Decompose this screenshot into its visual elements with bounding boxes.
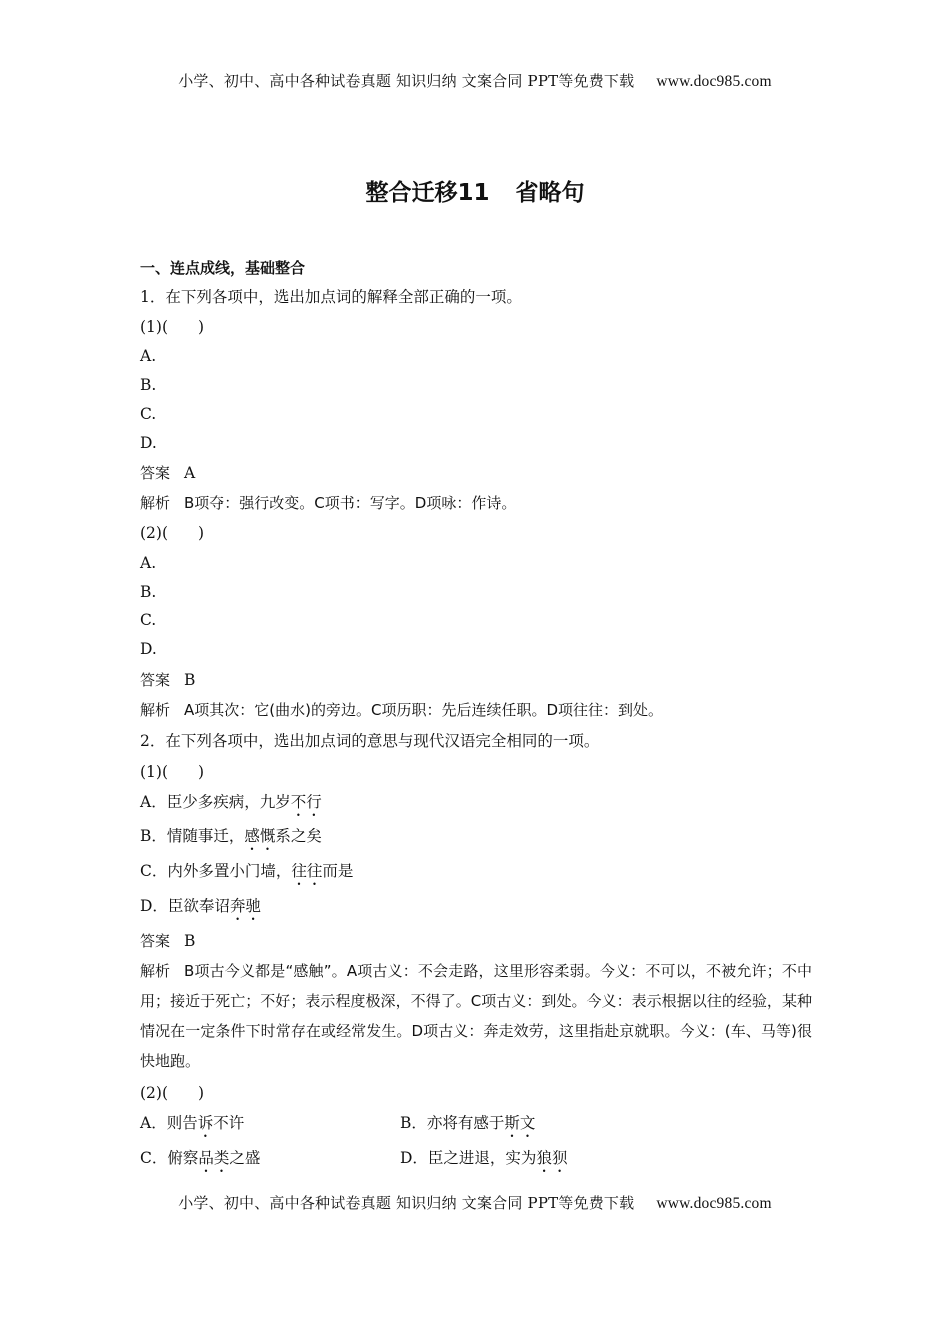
q1-p1-open: (1)( xyxy=(140,318,169,336)
question-2-stem: 2．在下列各项中，选出加点词的意思与现代汉语完全相同的一项。 xyxy=(140,732,600,750)
header-text: 小学、初中、高中各种试卷真题 知识归纳 文案合同 PPT等免费下载 xyxy=(178,72,635,90)
answer-value: A xyxy=(184,464,196,482)
section-heading: 一、连点成线，基础整合 xyxy=(140,259,306,277)
header-url[interactable]: www.doc985.com xyxy=(656,73,772,90)
q2-p2-open: (2)( xyxy=(140,1084,169,1102)
q1-part1-label xyxy=(140,317,204,337)
q2-p1-analysis xyxy=(140,956,812,1076)
q2-part1-label xyxy=(140,762,204,782)
analysis-text: A项其次：它(曲水)的旁边。C项历职：先后连续任职。D项往往：到处。 xyxy=(184,701,664,719)
answer-value: B xyxy=(184,932,196,950)
q2-p2-option-b: B．亦将有感于斯文 xyxy=(400,1114,536,1132)
analysis-text: B项古今义都是“感触”。A项古义：不会走路，这里形容柔弱。今义：不可以，不被允许；不中用；接近于死亡；不好；表示程度极深，不得了。C项古义：到处。今义：表示根据以往的经验，某种情况在一定条件下时常存在或经常发生。D项古义：奔走效劳，这里指赴京就职。今义：(车、马等)很快地跑。 xyxy=(140,962,812,1070)
answer-label: 答案 xyxy=(140,932,171,950)
page-footer xyxy=(0,1192,950,1213)
answer-value: B xyxy=(184,671,196,689)
analysis-text: B项夺：强行改变。C项书：写字。D项咏：作诗。 xyxy=(184,494,517,512)
q2-p2-option-a: A．则告诉不许 xyxy=(140,1114,245,1132)
emphasized-word: 感慨 xyxy=(244,827,276,845)
q2-p1-answer xyxy=(140,931,195,951)
q1-p2-analysis xyxy=(140,700,663,720)
q2-p1-option-a: A．臣少多疾病，九岁不行 xyxy=(140,793,322,811)
q1-p2-option-b: B. xyxy=(140,583,157,601)
question-1-stem: 1．在下列各项中，选出加点词的解释全部正确的一项。 xyxy=(140,288,522,306)
q2-p2-option-c: C．俯察品类之盛 xyxy=(140,1149,261,1167)
q1-p2-answer xyxy=(140,670,195,690)
q2-p2-option-d: D．臣之进退，实为狼狈 xyxy=(400,1149,568,1167)
q1-p2-option-c: C. xyxy=(140,611,157,629)
emphasized-word: 斯文 xyxy=(504,1114,536,1132)
footer-text: 小学、初中、高中各种试卷真题 知识归纳 文案合同 PPT等免费下载 xyxy=(178,1194,635,1212)
q1-p1-analysis xyxy=(140,493,516,513)
q1-p2-close: ) xyxy=(198,524,205,542)
q2-p1-close: ) xyxy=(198,763,205,781)
q2-part2-label xyxy=(140,1083,204,1103)
footer-url[interactable]: www.doc985.com xyxy=(656,1195,772,1212)
emphasized-word: 不行 xyxy=(290,793,322,811)
emphasized-word: 诉 xyxy=(197,1114,214,1132)
q1-p1-close: ) xyxy=(198,318,205,336)
q1-p1-option-d: D. xyxy=(140,434,157,452)
q1-p1-option-a: A. xyxy=(140,347,157,365)
q1-p2-option-d: D. xyxy=(140,640,157,658)
q2-p1-option-b: B．情随事迁，感慨系之矣 xyxy=(140,827,322,845)
q1-p1-answer xyxy=(140,463,195,483)
q1-p2-open: (2)( xyxy=(140,524,169,542)
q2-p1-open: (1)( xyxy=(140,763,169,781)
emphasized-word: 奔驰 xyxy=(229,897,261,915)
title-sub: 省略句 xyxy=(515,180,585,206)
answer-label: 答案 xyxy=(140,464,171,482)
page-header xyxy=(0,70,950,91)
q2-p2-close: ) xyxy=(198,1084,205,1102)
analysis-label: 解析 xyxy=(140,494,171,512)
answer-label: 答案 xyxy=(140,671,171,689)
q1-p2-option-a: A. xyxy=(140,554,157,572)
emphasized-word: 品类 xyxy=(198,1149,230,1167)
title-main: 整合迁移11 xyxy=(365,180,490,206)
analysis-label: 解析 xyxy=(140,701,171,719)
page-title xyxy=(0,174,950,207)
emphasized-word: 狼狈 xyxy=(536,1149,568,1167)
analysis-label: 解析 xyxy=(140,962,171,980)
q1-p1-option-c: C. xyxy=(140,405,157,423)
q2-p1-option-d: D．臣欲奉诏奔驰 xyxy=(140,897,261,915)
q1-part2-label xyxy=(140,523,204,543)
emphasized-word: 往往 xyxy=(291,862,323,880)
q2-p1-option-c: C．内外多置小门墙，往往而是 xyxy=(140,862,354,880)
q1-p1-option-b: B. xyxy=(140,376,157,394)
